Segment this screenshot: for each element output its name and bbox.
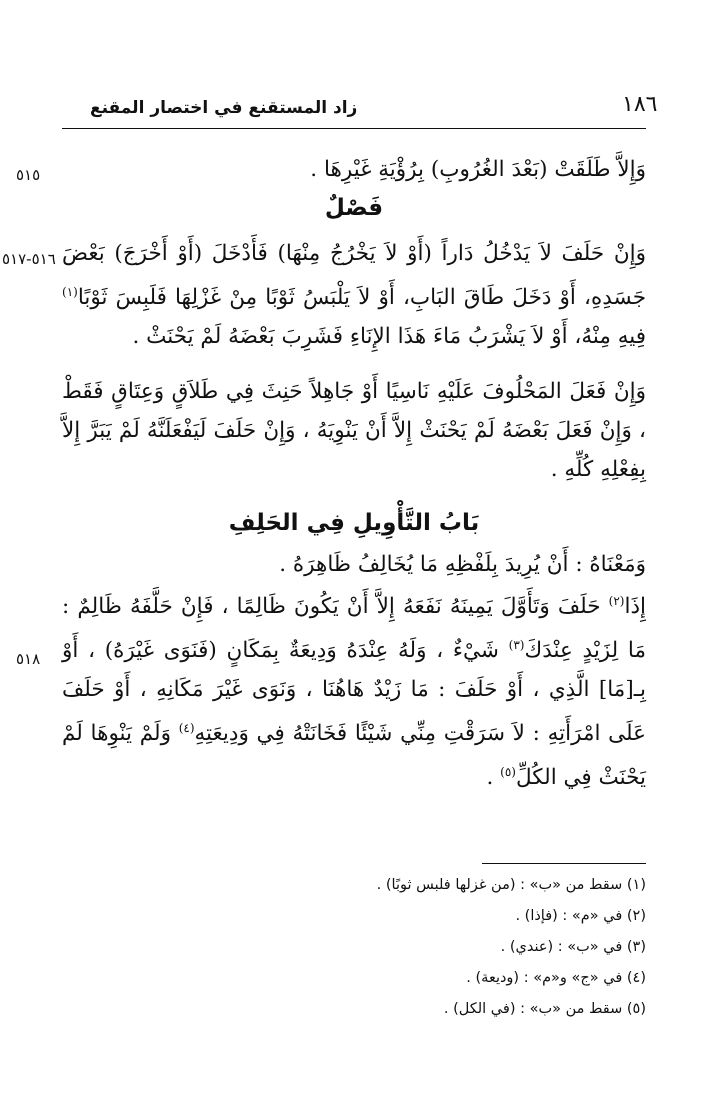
footnote-item: (٤) في «ج» و«م» : (وديعة) . (466, 970, 646, 986)
footnote-marker: (٤) (178, 721, 195, 736)
footnote-item: (٣) في «ب» : (عندي) . (500, 939, 646, 955)
paragraph-3 (62, 545, 646, 584)
paragraph-text (62, 582, 646, 798)
section-heading-fasl: فَصْلٌ (324, 195, 384, 221)
margin-reference: ٥١٦-٥١٧ (2, 250, 56, 268)
paragraph-text: وَإِنْ فَعَلَ المَحْلُوفَ عَلَيْهِ نَاسِيًا أَوْ جَاهِلاً حَنِثَ فِي طَلاَقٍ وَعِتَاقٍ فَقَطْ ، وَإِنْ فَعَلَ بَعْضَهُ لَمْ يَحْنَثْ إِلاَّ أَنْ يَنْوِيَهُ ، وَإِنْ حَلَفَ لَيَفْعَلَنَّهُ لَمْ يَبَرَّ إِلاَّ بِفِعْلِهِ كُلِّهِ . (62, 379, 646, 482)
intro-line (62, 150, 646, 189)
footnote-item: (١) سقط من «ب» : (من غزلها فلبس ثوبًا) . (376, 877, 646, 893)
margin-reference: ٥١٨ (16, 650, 41, 668)
text-run: حَلَفَ وَتَأَوَّلَ يَمِينَهُ نَفَعَهُ إِلاَّ أَنْ يَكُونَ ظَالِمًا ، فَإِنْ حَلَّفَهُ ظَالِمٌ : مَا لِزَيْدٍ عِنْدَكَ (62, 594, 647, 664)
paragraph-4 (62, 582, 646, 798)
footnote-marker: (٢) (608, 594, 625, 608)
running-header-title: زاد المستقنع في اختصار المقنع (90, 98, 358, 118)
margin-reference: ٥١٥ (16, 166, 41, 184)
paragraph-text: وَمَعْنَاهُ : أَنْ يُرِيدَ بِلَفْظِهِ مَا يُخَالِفُ ظَاهِرَهُ . (279, 552, 646, 577)
footnote-marker: (١) (62, 285, 78, 299)
text-run: فِيهِ مِنْهُ، أَوْ لاَ يَشْرَبُ مَاءَ هَذَا الإِنَاءِ فَشَرِبَ بَعْضَهُ لَمْ يَحْنَثْ . (132, 324, 646, 350)
footnote-marker: (٣) (508, 638, 525, 653)
paragraph-text (62, 234, 646, 356)
section-heading-bab: بَابُ التَّأْوِيلِ فِي الحَلِفِ (228, 510, 480, 536)
footnote-separator (482, 863, 646, 864)
text-line: وَإِلاَّ طَلَقَتْ (بَعْدَ الغُرُوبِ) بِرُؤْيَةِ غَيْرِهَا . (310, 157, 646, 182)
text-run: وَإِنْ حَلَفَ لاَ يَدْخُلُ دَاراً (أَوْ لاَ يَخْرُجُ مِنْهَا) فَأَدْخَلَ (أَوْ أَخْرَجَ) بَعْضَ جَسَدِهِ، أَوْ دَخَلَ طَاقَ البَابِ، أَوْ لاَ يَلْبَسُ ثَوْبًا مِنْ غَزْلِهَا فَلَبِسَ ثَوْبًا (62, 241, 646, 311)
text-run: شَيْءٌ ، وَلَهُ عِنْدَهُ وَدِيعَةٌ بِمَكَانٍ (فَنَوَى غَيْرَهُ) ، أَوْ بِـ[مَا] الَّذِي ، أَوْ حَلَفَ : مَا زَيْدٌ هَاهُنَا ، وَنَوَى غَيْرَ مَكَانِهِ ، أَوْ حَلَفَ عَلَى امْرَأَتِهِ : لاَ سَرَقْتِ مِنِّي شَيْئًا فَخَانَتْهُ فِي وَدِيعَتِهِ (62, 638, 646, 747)
text-run: . (486, 765, 501, 791)
footnote-marker: (٥) (500, 765, 516, 780)
footnote-item: (٥) سقط من «ب» : (في الكل) . (443, 1001, 646, 1017)
text-run: إِذَا (624, 594, 646, 620)
paragraph-2 (62, 372, 646, 489)
page-number: ١٨٦ (622, 92, 658, 117)
paragraph-1 (62, 234, 646, 356)
header-rule (62, 128, 646, 129)
text-run: وَلَمْ يَنْوِهَا لَمْ يَحْنَثْ فِي الكُلِّ (62, 721, 646, 791)
footnote-item: (٢) في «م» : (فإذا) . (515, 908, 646, 924)
footnotes-list (62, 870, 646, 1025)
